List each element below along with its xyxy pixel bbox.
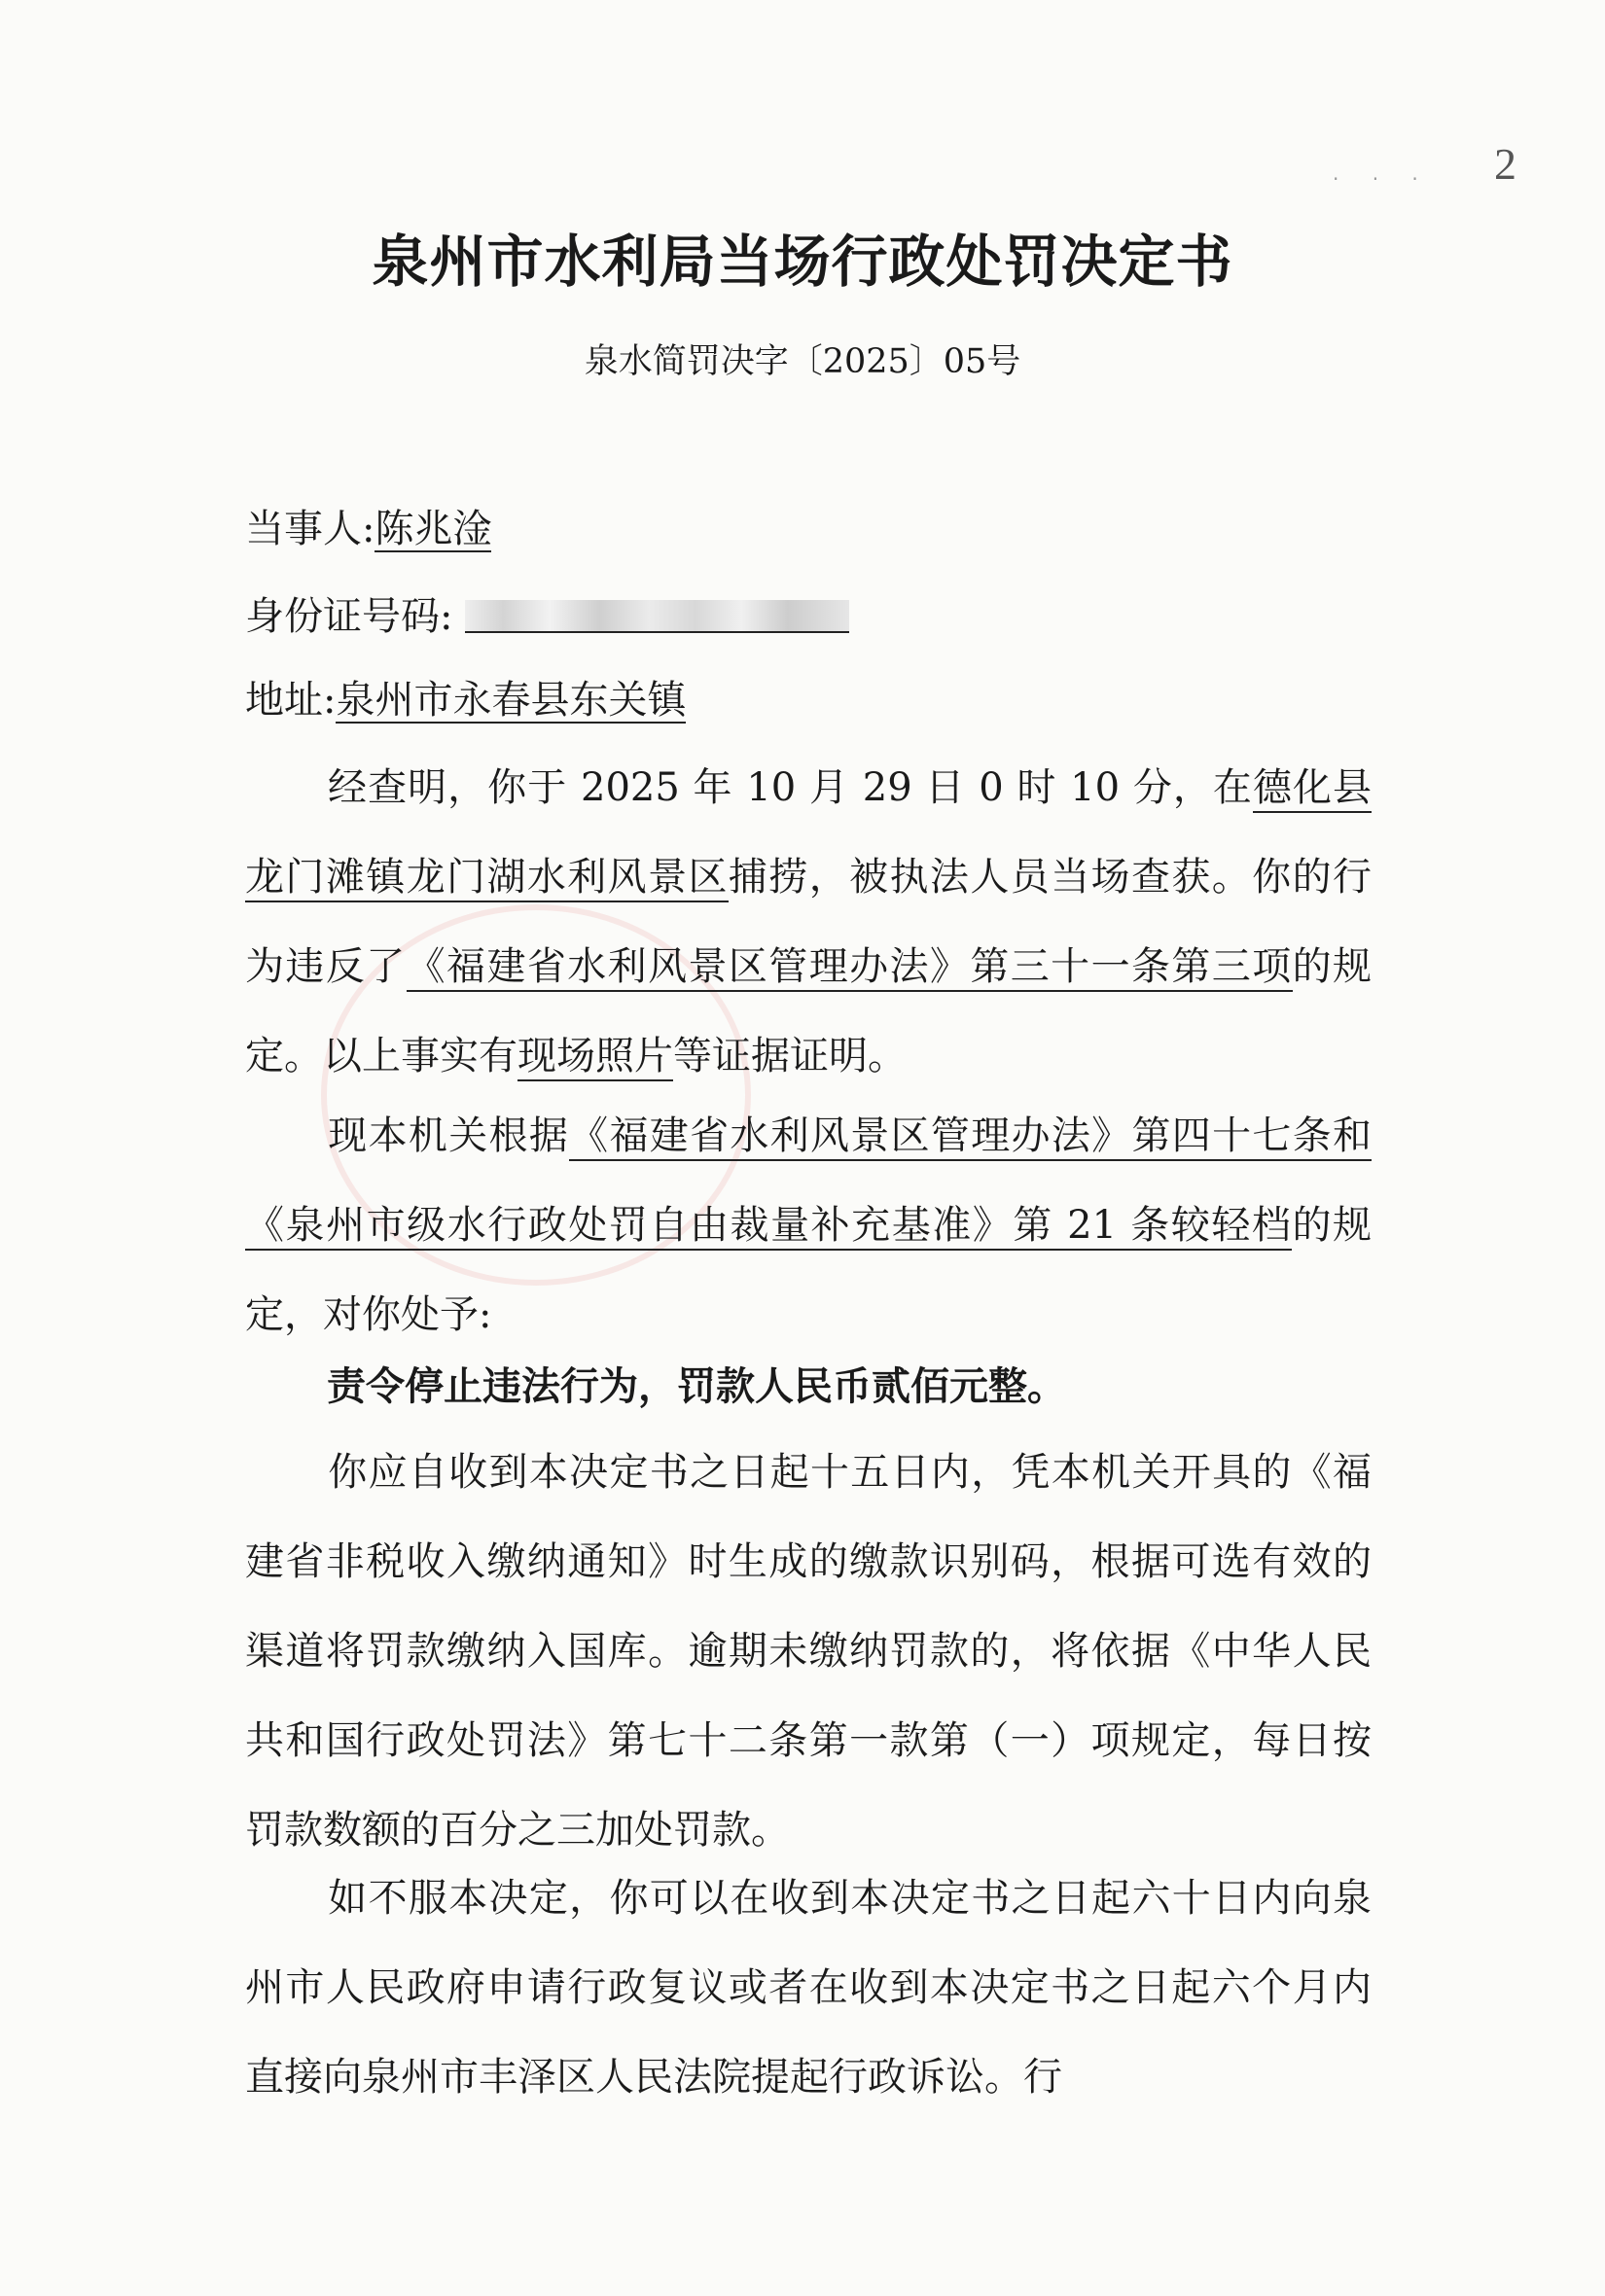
- basis-law: 《福建省水利风景区管理办法》第四十七条和《泉州市级水行政处罚自由裁量补充基准》第 21 条较轻档: [245, 1113, 1372, 1251]
- address-value: 泉州市永春县东关镇: [336, 678, 687, 723]
- document-title: 泉州市水利局当场行政处罚决定书: [372, 229, 1233, 295]
- penalty-text: 责令停止违法行为，罚款人民币贰佰元整。: [327, 1363, 1066, 1409]
- basis-text-2: 的规定，对你处予:: [245, 1203, 1373, 1337]
- facts-paragraph: [245, 743, 1372, 1101]
- facts-location: 德化县龙门滩镇龙门湖水利风景区: [245, 765, 1372, 902]
- payment-text: 你应自收到本决定书之日起十五日内，凭本机关开具的《福建省非税收入缴纳通知》时生成的缴款识别码，根据可选有效的渠道将罚款缴纳入国库。逾期未缴纳罚款的，将依据《中华人民共和国行政处罚法》第七十二条第一款第（一）项规定，每日按罚款数额的百分之三加处罚款。: [245, 1450, 1372, 1853]
- party-name-value: 陈兆淦: [374, 507, 492, 551]
- party-name-row: [245, 506, 491, 552]
- id-number-label: 身份证号码:: [245, 594, 453, 639]
- basis-paragraph: [245, 1091, 1372, 1360]
- id-number-row: [245, 593, 849, 640]
- facts-text-1: 经查明，你于 2025 年 10 月 29 日 0 时 10 分，在: [327, 765, 1253, 810]
- page-number: 2: [1494, 139, 1516, 189]
- basis-text-1: 现本机关根据: [327, 1113, 570, 1158]
- facts-evidence: 现场照片: [517, 1034, 673, 1081]
- document-number: 泉水简罚决字〔2025〕05号: [584, 342, 1021, 381]
- id-number-redacted: [465, 600, 849, 633]
- party-name-label: 当事人:: [245, 507, 375, 551]
- facts-text-3: 的规定。以上事实有: [245, 944, 1373, 1078]
- appeal-paragraph: [245, 1854, 1372, 2122]
- appeal-text: 如不服本决定，你可以在收到本决定书之日起六十日内向泉州市人民政府申请行政复议或者在收到本决定书之日起六个月内直接向泉州市丰泽区人民法院提起行政诉讼。行: [245, 1876, 1372, 2100]
- payment-paragraph: [245, 1428, 1372, 1875]
- penalty-paragraph: [245, 1342, 1372, 1431]
- facts-text-2: 捕捞，被执法人员当场查获。你的行为违反了: [245, 855, 1373, 989]
- address-label: 地址:: [245, 678, 337, 723]
- facts-law: 《福建省水利风景区管理办法》第三十一条第三项: [407, 944, 1293, 992]
- facts-text-4: 等证据证明。: [673, 1034, 907, 1078]
- address-row: [245, 677, 686, 724]
- scan-marks: · · ·: [1333, 167, 1432, 191]
